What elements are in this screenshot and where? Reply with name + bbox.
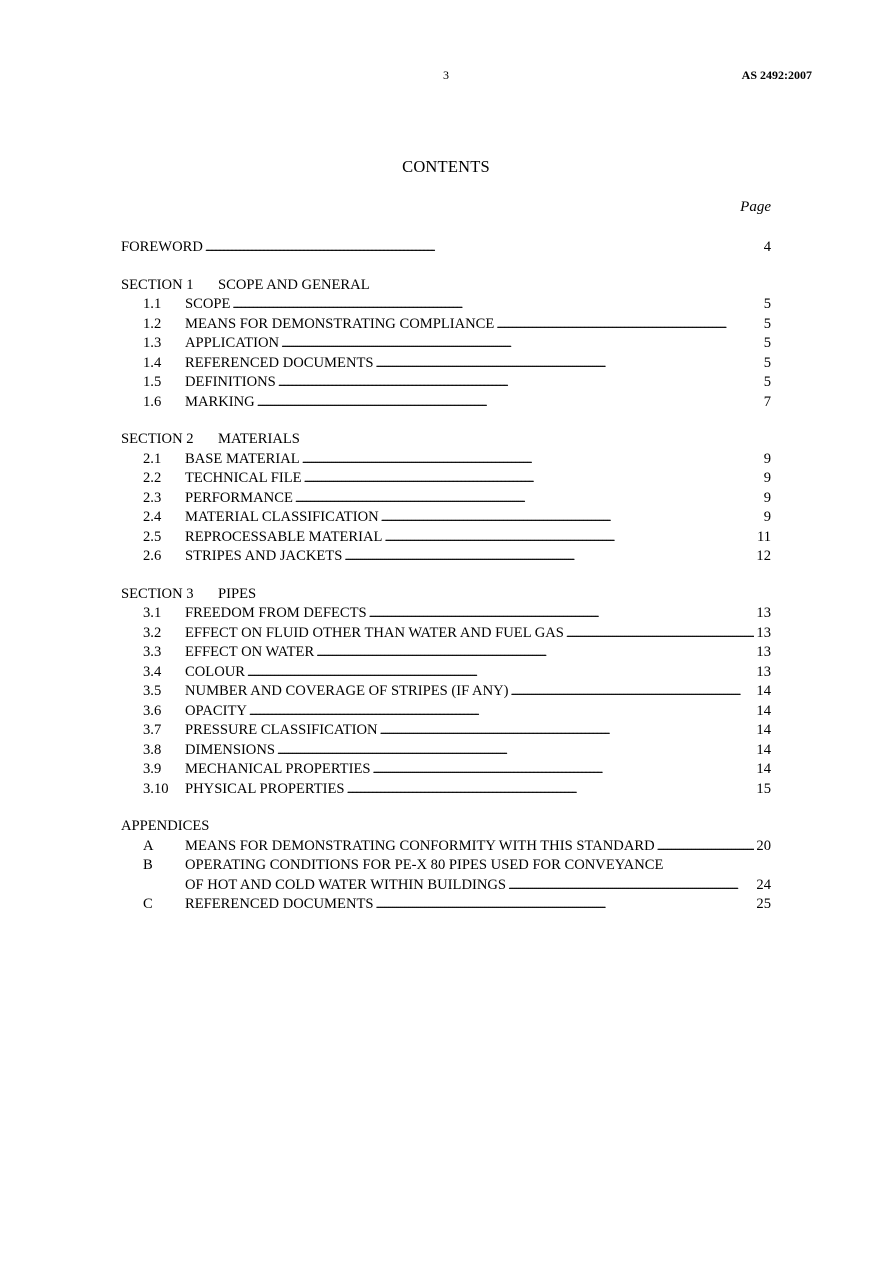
leader-dots <box>302 450 762 470</box>
toc-entry-text: OPACITY <box>185 702 247 719</box>
toc-entry-text: OPERATING CONDITIONS FOR PE-X 80 PIPES USED FOR CONVEYANCE <box>185 857 664 873</box>
toc-entry[interactable] <box>121 354 771 374</box>
toc-entry-page: 9 <box>763 470 771 486</box>
toc-entry-number: 3.9 <box>143 761 162 777</box>
toc-entry-text: PERFORMANCE <box>185 489 293 506</box>
toc-entry-number: 2.6 <box>143 548 162 564</box>
toc-entry-page: 5 <box>763 354 771 371</box>
toc-entry[interactable] <box>121 508 771 528</box>
leader-dots <box>278 373 762 393</box>
leader-dots <box>376 895 755 915</box>
leader-dots <box>304 469 762 489</box>
toc-entry[interactable] <box>121 450 771 470</box>
toc-entry[interactable] <box>121 547 771 567</box>
toc-entry[interactable] <box>121 837 771 857</box>
toc-entry-foreword[interactable] <box>121 238 771 258</box>
section-label: SECTION 2 <box>121 431 194 447</box>
toc-entry[interactable] <box>121 295 771 315</box>
toc-entry-text: SCOPE <box>185 296 231 312</box>
toc-entry-page: 13 <box>756 663 771 680</box>
toc-entry-text: MEANS FOR DEMONSTRATING CONFORMITY WITH THIS STANDARD <box>185 837 655 854</box>
toc-entry-text: MEANS FOR DEMONSTRATING COMPLIANCE <box>185 315 495 332</box>
toc-entry-text: MATERIAL CLASSIFICATION <box>185 509 379 525</box>
leader-dots <box>232 295 761 315</box>
toc-entry-text: BASE MATERIAL <box>185 450 300 467</box>
toc-entry-number: 2.1 <box>143 450 162 467</box>
leader-dots <box>384 528 754 548</box>
section-heading <box>121 585 771 605</box>
toc-entry-text: REFERENCED DOCUMENTS <box>185 354 374 371</box>
toc-entry[interactable] <box>121 469 771 489</box>
toc-entry-page: 9 <box>763 450 771 467</box>
leader-dots <box>508 876 754 896</box>
toc-entry-text: REFERENCED DOCUMENTS <box>185 896 374 912</box>
toc-entry-page: 9 <box>763 509 771 525</box>
table-of-contents <box>121 238 771 915</box>
appendices-heading <box>121 817 771 837</box>
page-column-label: Page <box>740 199 771 215</box>
toc-entry-text: DIMENSIONS <box>185 741 275 758</box>
leader-dots <box>511 682 755 702</box>
leader-dots <box>295 489 762 509</box>
leader-dots <box>657 837 755 857</box>
toc-entry-number: 3.4 <box>143 663 162 680</box>
leader-dots <box>281 334 762 354</box>
toc-entry-text: NUMBER AND COVERAGE OF STRIPES (IF ANY) <box>185 683 509 699</box>
toc-entry-number: 1.5 <box>143 374 162 390</box>
toc-entry[interactable] <box>121 643 771 663</box>
leader-dots <box>277 741 754 761</box>
section-label: SECTION 3 <box>121 585 194 602</box>
toc-entry-text: FREEDOM FROM DEFECTS <box>185 605 367 621</box>
toc-entry[interactable] <box>121 895 771 915</box>
leader-dots <box>347 780 755 800</box>
leader-dots <box>205 238 762 258</box>
toc-entry-page: 5 <box>763 335 771 351</box>
toc-entry-number: 3.2 <box>143 624 162 641</box>
leader-dots <box>344 547 754 567</box>
toc-entry[interactable] <box>121 489 771 509</box>
toc-entry-text: DEFINITIONS <box>185 374 276 390</box>
toc-entry-number: 3.5 <box>143 683 162 699</box>
toc-entry-page: 5 <box>763 296 771 312</box>
leader-dots <box>249 702 755 722</box>
toc-entry-number: A <box>143 837 154 854</box>
toc-entry-page: 20 <box>756 837 771 854</box>
toc-entry-number: 3.10 <box>143 780 169 797</box>
toc-entry-page: 14 <box>756 702 771 719</box>
leader-dots <box>380 721 755 741</box>
toc-entry-page: 13 <box>756 644 771 660</box>
toc-entry[interactable] <box>121 315 771 335</box>
toc-entry-text: MECHANICAL PROPERTIES <box>185 761 371 777</box>
toc-entry-text: TECHNICAL FILE <box>185 470 302 486</box>
toc-entry[interactable] <box>121 780 771 800</box>
toc-entry-page: 15 <box>756 780 771 797</box>
section-label: SECTION 1 <box>121 276 194 293</box>
toc-entry-page: 13 <box>756 605 771 621</box>
toc-entry-text: STRIPES AND JACKETS <box>185 548 343 564</box>
toc-entry-continuation[interactable] <box>121 876 771 896</box>
toc-entry-number: 3.7 <box>143 722 162 738</box>
toc-entry[interactable] <box>121 624 771 644</box>
toc-entry-number: 3.1 <box>143 605 162 621</box>
leader-dots <box>372 760 754 780</box>
toc-entry-page: 24 <box>756 876 771 893</box>
toc-entry[interactable] <box>121 702 771 722</box>
toc-entry[interactable] <box>121 528 771 548</box>
toc-entry-number: B <box>143 857 153 873</box>
toc-entry-text: EFFECT ON FLUID OTHER THAN WATER AND FUEL GAS <box>185 624 564 641</box>
leader-dots <box>369 604 755 624</box>
section-title: PIPES <box>218 585 257 602</box>
leader-dots <box>257 393 762 413</box>
toc-entry[interactable] <box>121 856 771 876</box>
toc-entry-page: 4 <box>763 239 771 255</box>
toc-entry[interactable] <box>121 760 771 780</box>
toc-entry[interactable] <box>121 682 771 702</box>
toc-entry-number: C <box>143 896 153 912</box>
toc-entry-page: 14 <box>756 761 771 777</box>
section-title: SCOPE AND GENERAL <box>218 276 370 293</box>
section-heading <box>121 430 771 450</box>
toc-entry-page: 14 <box>756 741 771 758</box>
toc-entry-number: 2.5 <box>143 528 162 545</box>
appendices-title: APPENDICES <box>121 818 210 834</box>
toc-entry-number: 3.3 <box>143 644 162 660</box>
toc-entry[interactable] <box>121 604 771 624</box>
toc-entry-number: 1.6 <box>143 393 162 410</box>
leader-dots <box>566 624 754 644</box>
toc-entry-number: 1.1 <box>143 296 162 312</box>
leader-dots <box>247 663 754 683</box>
toc-entry-page: 14 <box>756 722 771 738</box>
page-number: 3 <box>443 68 449 82</box>
toc-entry-page: 11 <box>756 528 771 545</box>
toc-entry-text: COLOUR <box>185 663 245 680</box>
toc-entry-text: PRESSURE CLASSIFICATION <box>185 722 378 738</box>
toc-entry-number: 1.4 <box>143 354 162 371</box>
leader-dots <box>316 643 754 663</box>
toc-entry-page: 5 <box>763 374 771 390</box>
toc-entry[interactable] <box>121 393 771 413</box>
toc-entry-text: REPROCESSABLE MATERIAL <box>185 528 383 545</box>
toc-entry[interactable] <box>121 334 771 354</box>
toc-entry-number: 3.6 <box>143 702 162 719</box>
leader-dots <box>496 315 761 335</box>
toc-entry-text: FOREWORD <box>121 239 203 255</box>
toc-entry[interactable] <box>121 721 771 741</box>
toc-entry-page: 14 <box>756 683 771 699</box>
toc-entry-page: 9 <box>763 489 771 506</box>
section-heading <box>121 276 771 296</box>
toc-entry-number: 1.3 <box>143 335 162 351</box>
toc-entry-text: MARKING <box>185 393 255 410</box>
leader-dots <box>381 508 762 528</box>
toc-entry-page: 7 <box>763 393 771 410</box>
toc-entry-number: 2.3 <box>143 489 162 506</box>
toc-entry-text: APPLICATION <box>185 335 280 351</box>
toc-entry-page: 5 <box>763 315 771 332</box>
leader-dots <box>376 354 762 374</box>
toc-entry[interactable] <box>121 373 771 393</box>
toc-entry-number: 3.8 <box>143 741 162 758</box>
toc-entry-text: EFFECT ON WATER <box>185 644 315 660</box>
section-title: MATERIALS <box>218 431 300 447</box>
toc-entry-text: OF HOT AND COLD WATER WITHIN BUILDINGS <box>185 876 507 893</box>
toc-entry[interactable] <box>121 741 771 761</box>
toc-entry-text: PHYSICAL PROPERTIES <box>185 780 345 797</box>
toc-entry-number: 2.2 <box>143 470 162 486</box>
toc-entry[interactable] <box>121 663 771 683</box>
toc-entry-page: 12 <box>756 548 771 564</box>
toc-entry-number: 2.4 <box>143 509 162 525</box>
toc-entry-number: 1.2 <box>143 315 162 332</box>
standard-number: AS 2492:2007 <box>741 68 812 82</box>
page-title: CONTENTS <box>402 157 490 176</box>
toc-entry-page: 13 <box>756 624 771 641</box>
toc-entry-page: 25 <box>756 896 771 912</box>
